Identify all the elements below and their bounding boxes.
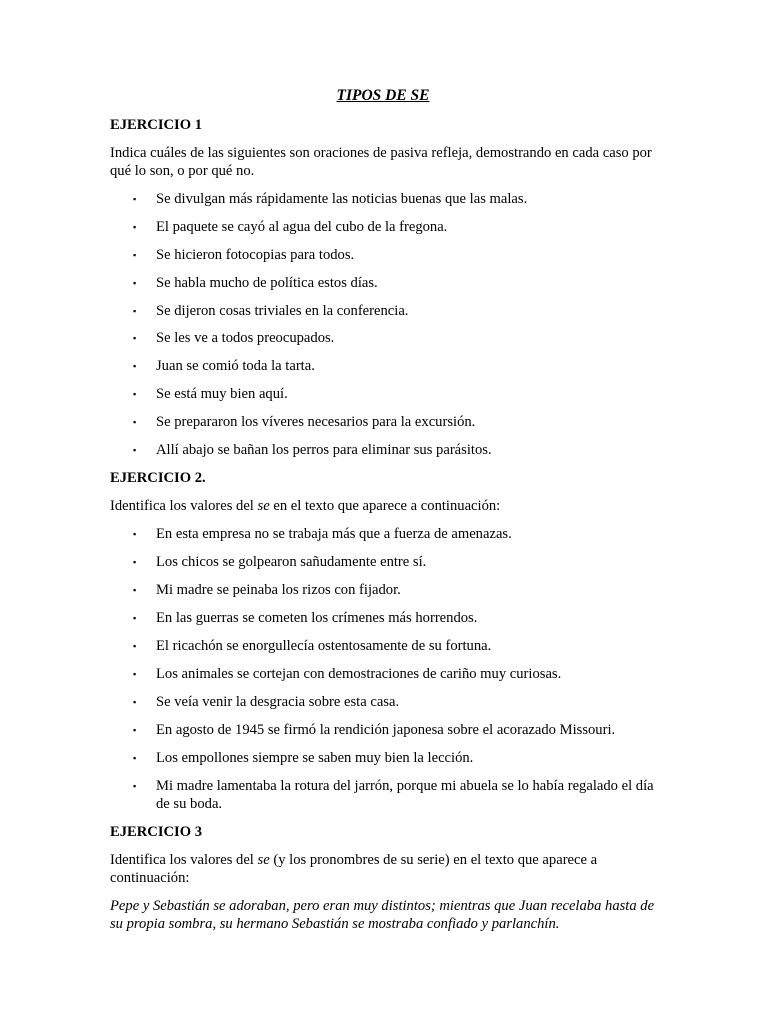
bullet-icon: ▪ [133,417,137,428]
exercise-3-text: Pepe y Sebastián se adoraban, pero eran muy distintos; mientras que Juan recelaba hasta de su propia sombra, su hermano Sebastián se mostraba confiado y parlanchín. [110,898,655,933]
document-page [110,86,656,933]
instructions-emphasis: se [257,852,270,869]
list-item [110,637,656,655]
exercise-2-heading: EJERCICIO 2. [110,470,206,487]
list-item [110,777,656,813]
list-item [110,302,656,320]
list-item-text: Mi madre se peinaba los rizos con fijador. [156,582,401,599]
list-item [110,665,656,683]
instructions-text: en el texto que aparece a continuación: [269,498,501,515]
bullet-icon: ▪ [133,361,137,372]
list-item-text: Se prepararon los víveres necesarios para la excursión. [156,414,476,431]
exercise-1-heading: EJERCICIO 1 [110,117,203,133]
list-item [110,525,656,543]
list-item-text: En esta empresa no se trabaja más que a fuerza de amenazas. [156,526,512,543]
bullet-icon: ▪ [133,613,137,624]
bullet-icon: ▪ [133,249,137,260]
bullet-icon: ▪ [133,641,137,652]
list-item-text: Se divulgan más rápidamente las noticias buenas que las malas. [156,191,528,207]
bullet-icon: ▪ [133,669,137,680]
list-item-text: Se está muy bien aquí. [156,386,288,403]
list-item-text: Se les ve a todos preocupados. [156,330,335,347]
exercise-3-instructions [110,851,656,887]
list-item-text: En las guerras se cometen los crímenes más horrendos. [156,610,478,627]
bullet-icon: ▪ [133,194,137,204]
list-item [110,413,656,431]
list-item [110,581,656,599]
document-title: TIPOS DE SE [336,87,430,104]
instructions-emphasis: se [257,498,270,515]
instructions-text: Identifica los valores del [110,498,258,515]
list-item-text: El paquete se cayó al agua del cubo de la fregona. [156,218,448,235]
exercise-2-section [110,469,656,813]
list-item-text: Se dijeron cosas triviales en la conferencia. [156,302,409,319]
bullet-icon: ▪ [133,221,137,232]
bullet-icon: ▪ [133,697,137,708]
bullet-icon: ▪ [133,529,137,540]
bullet-icon: ▪ [133,725,137,736]
list-item-text: Los empollones siempre se saben muy bien la lección. [156,750,474,767]
list-item [110,553,656,571]
exercise-1-section [110,116,656,459]
list-item-text: El ricachón se enorgullecía ostentosamente de su fortuna. [156,638,492,655]
instructions-text: (y los pronombres de su serie) en el texto que aparece a continuación: [110,852,598,887]
list-item [110,749,656,767]
exercise-1-instructions: Indica cuáles de las siguientes son oraciones de pasiva refleja, demostrando en cada caso por qué lo son, o por qué no. [110,145,652,179]
list-item-text: Juan se comió toda la tarta. [156,358,315,375]
list-item [110,385,656,403]
exercise-2-instructions [110,497,656,515]
list-item [110,218,656,236]
bullet-icon: ▪ [133,389,137,400]
bullet-icon: ▪ [133,753,137,764]
list-item [110,357,656,375]
list-item-text: Los animales se cortejan con demostraciones de cariño muy curiosas. [156,666,562,683]
list-item-text: Se hicieron fotocopias para todos. [156,246,355,263]
bullet-icon: ▪ [133,445,137,456]
instructions-text: Identifica los valores del [110,852,258,869]
list-item [110,441,656,459]
list-item-text: Se habla mucho de política estos días. [156,274,378,291]
list-item-text: Allí abajo se bañan los perros para eliminar sus parásitos. [156,442,492,459]
exercise-2-list [110,525,656,813]
list-item [110,721,656,739]
list-item-text: Se veía venir la desgracia sobre esta casa. [156,694,400,711]
list-item [110,609,656,627]
list-item-text: En agosto de 1945 se firmó la rendición japonesa sobre el acorazado Missouri. [156,722,616,739]
exercise-3-heading: EJERCICIO 3 [110,824,203,841]
list-item [110,693,656,711]
bullet-icon: ▪ [133,585,137,596]
bullet-icon: ▪ [133,305,137,316]
bullet-icon: ▪ [133,333,137,344]
list-item-text: Mi madre lamentaba la rotura del jarrón, porque mi abuela se lo había regalado el día de su boda. [156,778,654,813]
exercise-3-section [110,823,656,933]
list-item [110,329,656,347]
list-item [110,190,656,208]
bullet-icon: ▪ [133,277,137,288]
list-item [110,246,656,264]
bullet-icon: ▪ [133,557,137,568]
exercise-1-list [110,190,656,459]
bullet-icon: ▪ [133,781,137,792]
list-item [110,274,656,292]
list-item-text: Los chicos se golpearon sañudamente entre sí. [156,554,427,571]
